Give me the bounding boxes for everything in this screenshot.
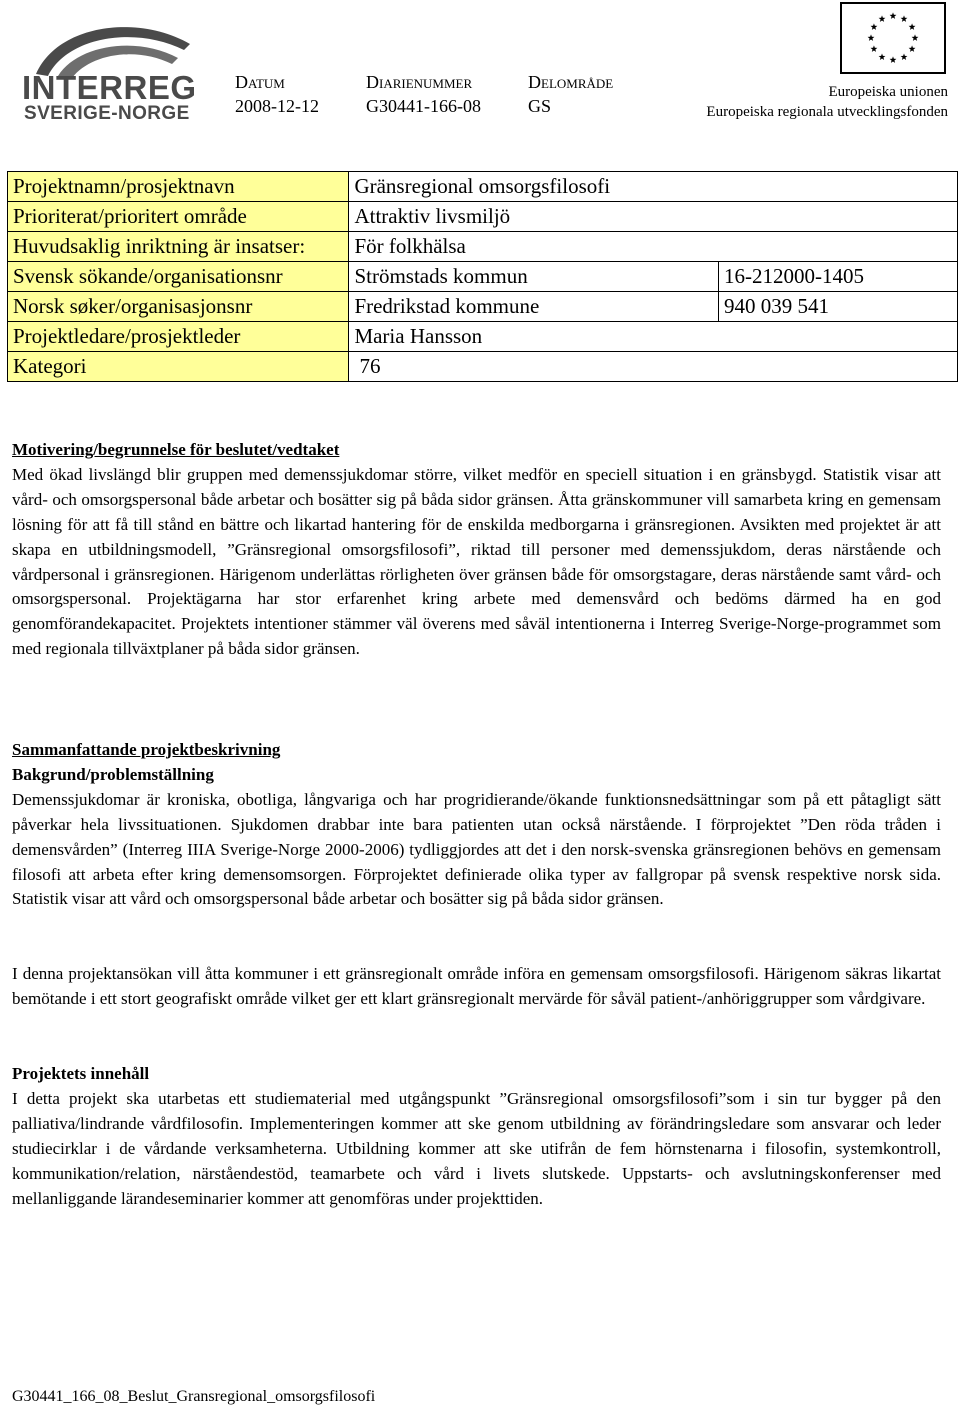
eu-flag-icon	[840, 2, 946, 74]
motivering-heading: Motivering/begrunnelse för beslutet/vedtaket	[12, 440, 340, 459]
eu-star-icon	[901, 53, 908, 60]
eu-star-icon	[909, 45, 916, 52]
delomrade-value: GS	[528, 96, 552, 116]
header-diarienummer	[366, 70, 481, 118]
footer-filename: G30441_166_08_Beslut_Gransregional_omsorgsfilosofi	[12, 1388, 376, 1405]
eu-star-icon	[909, 23, 916, 30]
row-value: Strömstads kommun	[349, 262, 719, 292]
innehall-section	[12, 1062, 941, 1211]
row-label: Projektnamn/prosjektnavn	[8, 172, 349, 202]
table-row	[8, 172, 958, 202]
row-number: 16-212000-1405	[718, 262, 957, 292]
row-label: Huvudsaklig inriktning är insatser:	[8, 232, 349, 262]
datum-label: Datum	[235, 72, 285, 92]
interreg-logo	[18, 14, 196, 122]
project-info-table	[7, 171, 958, 382]
table-row	[8, 292, 958, 322]
eu-star-icon	[871, 23, 878, 30]
row-value: Gränsregional omsorgsfilosofi	[349, 172, 958, 202]
eu-line-2: Europeiska regionala utvecklingsfonden	[706, 104, 948, 120]
table-row	[8, 322, 958, 352]
sammanfattning-section	[12, 738, 941, 912]
eu-star-icon	[890, 12, 897, 19]
eu-star-icon	[890, 56, 897, 63]
bakgrund-text: Demenssjukdomar är kroniska, obotliga, långvariga och har progridierande/ökande funktionsnedsättningar som på ett påtagligt sätt påverkar hela livssituationen. Sjukdomen drabbar inte bara patienten utan också närstående. I förprojektet ”Den röda tråden i demensvården” (Interreg IIIA Sverige-Norge 2000-2006) tydliggjordes att det i den norsk-svenska gränsregionen behövs en gemensam filosofi att arbeta efter kring demensomsorgen. Förprojektet definierade olika typer av fallgropar på svensk respektive norsk sida. Statistik visar att vård och omsorgspersonal både arbetar och bosätter sig på båda sidor gränsen.	[12, 789, 941, 909]
motivering-section	[12, 438, 941, 662]
eu-star-icon	[871, 45, 878, 52]
row-label: Svensk sökande/organisationsnr	[8, 262, 349, 292]
row-label: Norsk søker/organisasjonsnr	[8, 292, 349, 322]
eu-star-icon	[901, 15, 908, 22]
bakgrund-heading: Bakgrund/problemställning	[12, 764, 214, 784]
table-row	[8, 262, 958, 292]
datum-value: 2008-12-12	[235, 96, 319, 116]
innehall-heading: Projektets innehåll	[12, 1064, 150, 1083]
sammanfattning-heading: Sammanfattande projektbeskrivning	[12, 740, 281, 759]
logo-text-main: INTERREG	[22, 69, 197, 106]
row-value: 76	[349, 352, 958, 382]
header-datum	[235, 70, 319, 118]
row-number: 940 039 541	[718, 292, 957, 322]
row-label: Projektledare/prosjektleder	[8, 322, 349, 352]
eu-star-icon	[868, 34, 875, 41]
eu-line-1: Europeiska unionen	[828, 84, 948, 100]
row-value: För folkhälsa	[349, 232, 958, 262]
eu-star-icon	[912, 34, 919, 41]
row-value: Maria Hansson	[349, 322, 958, 352]
row-label: Kategori	[8, 352, 349, 382]
row-value: Attraktiv livsmiljö	[349, 202, 958, 232]
ansokan-paragraph: I denna projektansökan vill åtta kommuner i ett gränsregionalt område införa en gemensam omsorgsfilosofi. Härigenom säkras likartat bemötande i ett stort geografiskt område vilket ger ett klart gränsregionalt mervärde för såväl patient-/anhöriggrupper som vårdgivare.	[12, 964, 941, 1008]
row-value: Fredrikstad kommune	[349, 292, 719, 322]
delomrade-label: Delområde	[528, 72, 614, 92]
header-delomrade	[528, 70, 613, 118]
diarienummer-value: G30441-166-08	[366, 96, 481, 116]
innehall-text: I detta projekt ska utarbetas ett studiematerial med utgångspunkt ”Gränsregional omsorgsfilosofi”som i sin tur bygger på den palliativa/lindrande vårdfilosofin. Implementeringen kommer att ske genom utbildning av förändringsledare som ansvarar och leder studiecirklar i de vårdande verksamheterna. Utbildning kommer att ske utifrån de fem hörnstenarna i filosofin, systemkontroll, kommunikation/relation, närståendestöd, teamarbete och vård i livets slutskede. Uppstarts- och avslutningskonferenser med mellanliggande lärandeseminarier kommer att genomföras under projekttiden.	[12, 1088, 941, 1208]
diarienummer-label: Diarienummer	[366, 72, 473, 92]
table-row	[8, 232, 958, 262]
eu-star-icon	[879, 53, 886, 60]
table-row	[8, 352, 958, 382]
motivering-text: Med ökad livslängd blir gruppen med demenssjukdomar större, vilket medför en speciell situation i en gränsbygd. Statistik visar att vård- och omsorgspersonal både arbetar och bosätter sig på båda sidor gränsen. Åtta gränskommuner vill samarbeta kring en gemensam lösning för att få till stånd en bättre och likartad hantering för de enskilda medborgarna i gränsregionen. Avsikten med projektet är att skapa en utbildningsmodell, ”Gränsregional omsorgsfilosofi”, riktad till personer med demenssjukdom, deras närstående och vårdpersonal i gränsregionen. Härigenom underlättas rörligheten över gränsen både för omsorgstagare, deras närstående samt vård- och omsorgspersonal. Projektägarna har stor erfarenhet kring arbete med demensvård och bedöms därmed ha en god genomförandekapacitet. Projektets intentioner stämmer väl överens med såväl intentionerna i Interreg Sverige-Norge-programmet som med regionala tillväxtplaner på båda sidor gränsen.	[12, 464, 941, 659]
row-label: Prioriterat/prioritert område	[8, 202, 349, 232]
eu-caption	[706, 82, 948, 122]
logo-text-sub: SVERIGE-NORGE	[24, 103, 190, 124]
eu-star-icon	[879, 15, 886, 22]
table-row	[8, 202, 958, 232]
